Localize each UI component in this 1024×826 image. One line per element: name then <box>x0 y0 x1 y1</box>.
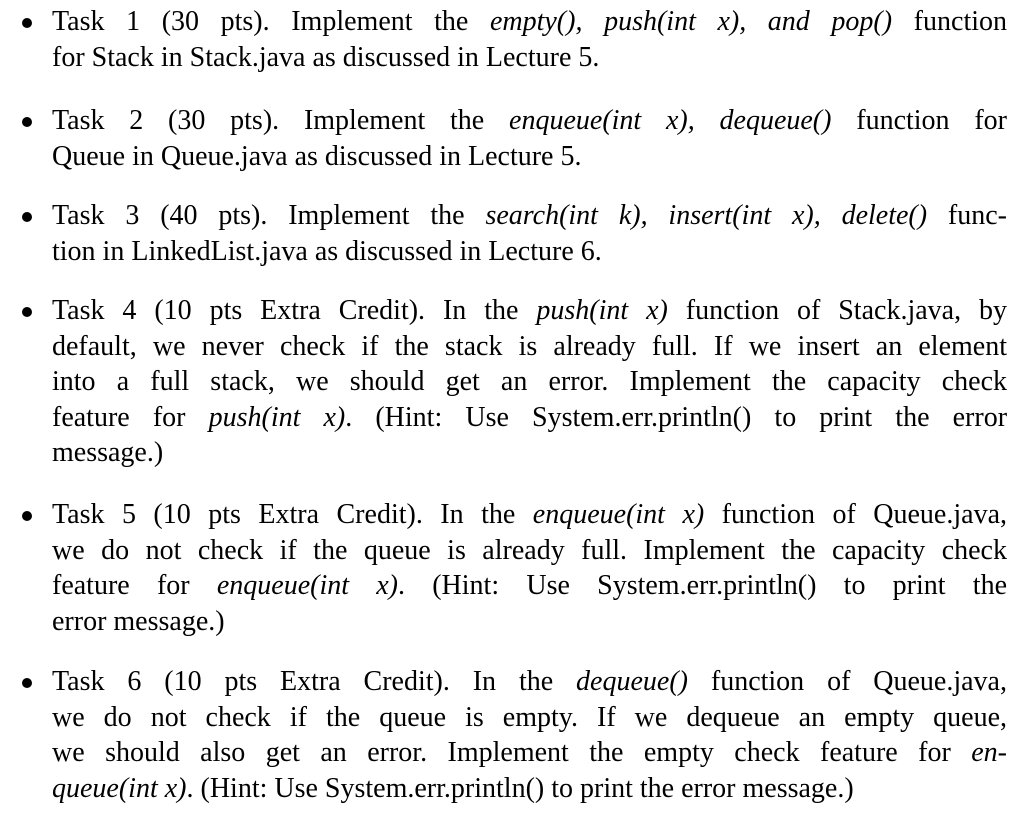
bullet-icon <box>22 678 32 688</box>
bullet-icon <box>22 511 32 521</box>
task-text-run: we do not check if the queue is empty. If we dequeue an empty queue, <box>52 701 1007 733</box>
task-text-run: default, we never check if the stack is already full. If we insert an element <box>52 330 1007 362</box>
function-signature: enqueue(int x), dequeue() <box>509 105 832 136</box>
task-text-run: Task 5 (10 pts Extra Credit). In the <box>52 499 533 530</box>
task-line <box>52 293 1007 329</box>
task-text-run: function <box>892 6 1007 37</box>
task-text-run: into a full stack, we should get an error. Implement the capacity check <box>52 366 1007 397</box>
task-line <box>52 435 1007 471</box>
function-signature: search(int k), insert(int x), delete() <box>485 200 928 231</box>
bullet-icon <box>22 307 32 317</box>
function-signature: en- <box>971 737 1007 768</box>
task-text-run: function of Queue.java, <box>687 666 1007 697</box>
function-signature: push(int x) <box>208 401 346 433</box>
task-line <box>52 604 1007 640</box>
task-text-run: . (Hint: Use System.err.println() to print the <box>398 570 1008 601</box>
task-line <box>52 771 1007 807</box>
task-line <box>52 4 1007 40</box>
task-line <box>52 533 1007 569</box>
function-signature: dequeue() <box>576 666 688 697</box>
task-line <box>52 700 1007 736</box>
task-text-run: message.) <box>52 437 164 468</box>
task-text-run: Task 2 (30 pts). Implement the <box>52 105 510 136</box>
task-text <box>52 4 1007 75</box>
task-line <box>52 40 1007 76</box>
task-line <box>52 497 1007 533</box>
task-text-run: . (Hint: Use System.err.println() to print the error message.) <box>186 772 854 804</box>
function-signature: empty(), push(int x), and pop() <box>489 6 893 37</box>
task-text-run: error message.) <box>52 605 225 637</box>
task-text <box>52 103 1007 174</box>
task-text-run: Task 4 (10 pts Extra Credit). In the <box>52 295 537 326</box>
bullet-icon <box>22 18 32 28</box>
task-text-run: feature for <box>52 570 217 601</box>
task-text <box>52 664 1007 806</box>
function-signature: queue(int x) <box>52 772 187 804</box>
task-text-run: Queue in Queue.java as discussed in Lecture 5. <box>52 140 582 172</box>
bullet-icon <box>22 212 32 222</box>
task-line <box>52 735 1007 771</box>
bullet-icon <box>22 117 32 127</box>
task-line <box>52 568 1007 604</box>
task-text-run: for Stack in Stack.java as discussed in Lecture 5. <box>52 41 600 73</box>
task-text-run: func- <box>927 200 1007 231</box>
task-text <box>52 198 1007 269</box>
task-text-run: function of Queue.java, <box>704 499 1007 530</box>
function-signature: push(int x) <box>536 295 668 326</box>
task-text-run: . (Hint: Use System.err.println() to print the error <box>345 401 1008 433</box>
task-line <box>52 103 1007 139</box>
task-text <box>52 293 1007 471</box>
task-line <box>52 234 1007 270</box>
task-text-run: tion in LinkedList.java as discussed in Lecture 6. <box>52 235 602 267</box>
function-signature: enqueue(int x) <box>216 570 398 601</box>
task-text-run: we do not check if the queue is already full. Implement the capacity check <box>52 534 1007 566</box>
task-line <box>52 400 1007 436</box>
task-text-run: Task 1 (30 pts). Implement the <box>52 6 490 37</box>
task-text-run: Task 6 (10 pts Extra Credit). In the <box>52 666 577 697</box>
task-line <box>52 664 1007 700</box>
task-text-run: Task 3 (40 pts). Implement the <box>52 200 486 231</box>
task-text-run: feature for <box>52 401 209 433</box>
task-text-run: function of Stack.java, by <box>667 295 1008 326</box>
task-text-run: we should also get an error. Implement the empty check feature for <box>52 737 972 768</box>
function-signature: enqueue(int x) <box>532 499 705 530</box>
task-text <box>52 497 1007 639</box>
task-line <box>52 139 1007 175</box>
task-line <box>52 364 1007 400</box>
task-line <box>52 198 1007 234</box>
task-text-run: function for <box>831 105 1007 136</box>
task-line <box>52 329 1007 365</box>
